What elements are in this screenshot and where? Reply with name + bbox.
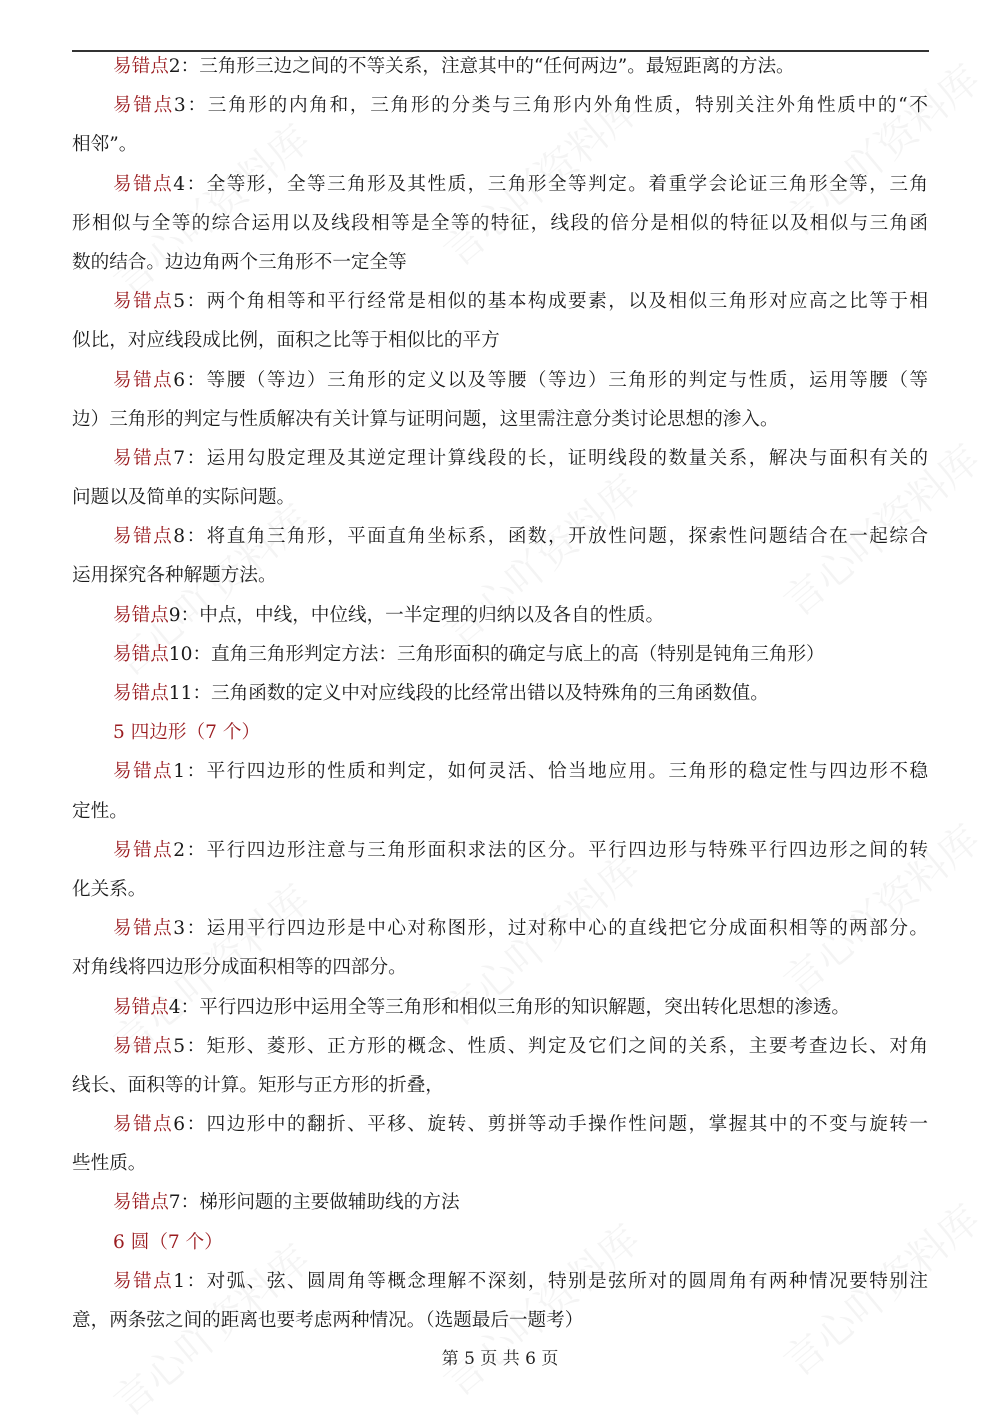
error-point-label: 易错点 (113, 95, 174, 117)
error-point-label: 易错点 (113, 604, 169, 626)
paragraph-text: 10：直角三角形判定方法：三角形面积的确定与底上的高（特别是钝角三角形） (168, 643, 825, 665)
paragraph-line (72, 674, 928, 713)
paragraph-text: 线长、面积等的计算。矩形与正方形的折叠， (72, 1074, 444, 1096)
document-body (72, 47, 928, 1340)
paragraph-line (72, 556, 928, 595)
paragraph-text: 2：平行四边形注意与三角形面积求法的区分。平行四边形与特殊平行四边形之间的转 (173, 839, 928, 861)
error-point-item (72, 596, 928, 635)
paragraph-text: 定性。 (72, 800, 128, 822)
error-point-item (72, 439, 928, 517)
error-point-item (72, 909, 928, 987)
paragraph-text: 4：全等形，全等三角形及其性质，三角形全等判定。着重学会论证三角形全等，三角 (173, 173, 928, 195)
paragraph-text: 1：平行四边形的性质和判定，如何灵活、恰当地应用。三角形的稳定性与四边形不稳 (173, 761, 928, 783)
paragraph-line (72, 282, 928, 321)
paragraph-text: 化关系。 (72, 878, 147, 900)
paragraph-text: 3：运用平行四边形是中心对称图形，过对称中心的直线把它分成面积相等的两部分。 (173, 918, 928, 940)
paragraph-line (72, 165, 928, 204)
error-point-label: 易错点 (113, 839, 174, 861)
paragraph-text: 3：三角形的内角和，三角形的分类与三角形内外角性质，特别关注外角性质中的“不 (173, 95, 928, 117)
paragraph-text: 7：梯形问题的主要做辅助线的方法 (168, 1192, 460, 1214)
error-point-label: 易错点 (113, 56, 169, 77)
paragraph-line (72, 909, 928, 948)
error-point-item (72, 47, 928, 86)
paragraph-line (72, 988, 928, 1027)
error-point-label: 易错点 (113, 1114, 174, 1136)
paragraph-line (72, 400, 928, 439)
paragraph-text: 4：平行四边形中运用全等三角形和相似三角形的知识解题，突出转化思想的渗透。 (168, 996, 851, 1018)
section-heading-text: 5 四边形（7 个） (113, 722, 261, 744)
error-point-item (72, 674, 928, 713)
paragraph-text: 似比，对应线段成比例，面积之比等于相似比的平方 (72, 330, 500, 352)
error-point-label: 易错点 (113, 683, 169, 704)
paragraph-line (72, 517, 928, 556)
error-point-item (72, 1183, 928, 1222)
paragraph-text: 11：三角函数的定义中对应线段的比经常出错以及特殊角的三角函数值。 (168, 683, 769, 704)
paragraph-line (72, 1027, 928, 1066)
error-point-label: 易错点 (113, 1270, 174, 1292)
paragraph-line (72, 361, 928, 400)
error-point-label: 易错点 (113, 291, 174, 313)
error-point-item (72, 752, 928, 830)
error-point-item (72, 831, 928, 909)
paragraph-line (72, 1183, 928, 1222)
error-point-item (72, 165, 928, 283)
error-point-item (72, 361, 928, 439)
error-point-label: 易错点 (113, 643, 169, 665)
paragraph-line (72, 1262, 928, 1301)
paragraph-text: 7：运用勾股定理及其逆定理计算线段的长，证明线段的数量关系，解决与面积有关的 (173, 447, 928, 469)
paragraph-line (72, 1066, 928, 1105)
error-point-item (72, 86, 928, 164)
paragraph-line (72, 948, 928, 987)
paragraph-line (72, 439, 928, 478)
paragraph-text: 些性质。 (72, 1153, 147, 1175)
paragraph-line (72, 596, 928, 635)
paragraph-text: 对角线将四边形分成面积相等的四部分。 (72, 957, 407, 979)
paragraph-line (72, 243, 928, 282)
section-heading-text: 6 圆（7 个） (113, 1231, 223, 1253)
paragraph-text: 2：三角形三边之间的不等关系，注意其中的“任何两边”。最短距离的方法。 (168, 56, 795, 77)
paragraph-line (72, 1105, 928, 1144)
paragraph-line (72, 47, 928, 86)
paragraph-line (72, 1301, 928, 1340)
paragraph-line (72, 86, 928, 125)
page-number: 第 5 页 共 6 页 (441, 1349, 559, 1369)
section-heading (72, 1223, 928, 1262)
paragraph-line (72, 204, 928, 243)
paragraph-text: 意，两条弦之间的距离也要考虑两种情况。（选题最后一题考） (72, 1310, 584, 1331)
error-point-item (72, 635, 928, 674)
error-point-label: 易错点 (113, 761, 174, 783)
paragraph-text: 6：四边形中的翻折、平移、旋转、剪拼等动手操作性问题，掌握其中的不变与旋转一 (173, 1114, 928, 1136)
paragraph-text: 形相似与全等的综合运用以及线段相等是全等的特征，线段的倍分是相似的特征以及相似与三角函 (72, 212, 928, 234)
error-point-label: 易错点 (113, 996, 169, 1018)
error-point-label: 易错点 (113, 526, 174, 548)
paragraph-text: 问题以及简单的实际问题。 (72, 487, 296, 509)
error-point-item (72, 517, 928, 595)
paragraph-line (72, 478, 928, 517)
paragraph-line (72, 792, 928, 831)
error-point-label: 易错点 (113, 1192, 169, 1214)
paragraph-line (72, 870, 928, 909)
error-point-item (72, 988, 928, 1027)
paragraph-text: 相邻”。 (72, 134, 138, 156)
error-point-label: 易错点 (113, 369, 174, 391)
error-point-label: 易错点 (113, 447, 174, 469)
paragraph-text: 1：对弧、弦、圆周角等概念理解不深刻，特别是弦所对的圆周角有两种情况要特别注 (173, 1270, 928, 1292)
error-point-label: 易错点 (113, 918, 174, 940)
error-point-item (72, 1262, 928, 1340)
error-point-item (72, 282, 928, 360)
paragraph-line (72, 635, 928, 674)
paragraph-text: 运用探究各种解题方法。 (72, 565, 277, 587)
paragraph-text: 5：两个角相等和平行经常是相似的基本构成要素，以及相似三角形对应高之比等于相 (173, 291, 928, 313)
error-point-label: 易错点 (113, 173, 174, 195)
paragraph-text: 9：中点，中线，中位线，一半定理的归纳以及各自的性质。 (168, 604, 665, 626)
error-point-item (72, 1105, 928, 1183)
paragraph-line (72, 321, 928, 360)
section-heading (72, 713, 928, 752)
paragraph-text: 8：将直角三角形，平面直角坐标系，函数，开放性问题，探索性问题结合在一起综合 (173, 526, 928, 548)
paragraph-line (72, 831, 928, 870)
error-point-item (72, 1027, 928, 1105)
paragraph-text: 6：等腰（等边）三角形的定义以及等腰（等边）三角形的判定与性质，运用等腰（等 (173, 369, 928, 391)
paragraph-line (72, 752, 928, 791)
paragraph-text: 边）三角形的判定与性质解决有关计算与证明问题，这里需注意分类讨论思想的渗入。 (72, 408, 779, 430)
paragraph-text: 数的结合。边边角两个三角形不一定全等 (72, 251, 407, 273)
error-point-label: 易错点 (113, 1035, 174, 1057)
paragraph-line (72, 1144, 928, 1183)
paragraph-line (72, 125, 928, 164)
paragraph-text: 5：矩形、菱形、正方形的概念、性质、判定及它们之间的关系，主要考查边长、对角 (173, 1035, 928, 1057)
